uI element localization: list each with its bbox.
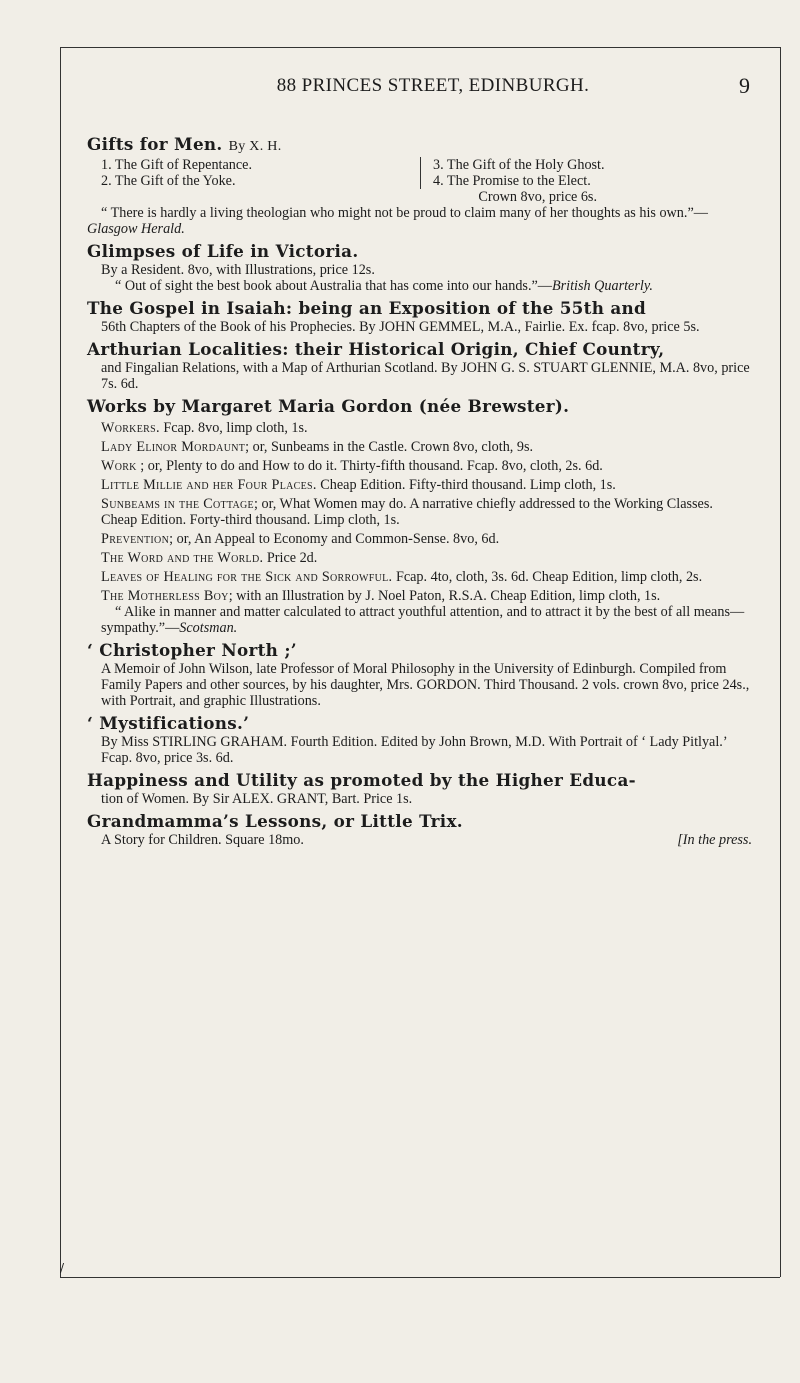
review-quote: “ Out of sight the best book about Australia that has come into our hands.”—British Quarterly. <box>115 278 653 294</box>
page-number: 9 <box>739 73 750 98</box>
work-title: Prevention <box>101 531 170 547</box>
gift-list-right <box>420 157 752 189</box>
work-item <box>87 569 752 585</box>
entry-heading: Grandmamma’s Lessons, or Little Trix. <box>87 811 463 831</box>
catalogue-content <box>87 130 752 848</box>
list-item: 3. The Gift of the Holy Ghost. <box>433 157 605 173</box>
entry-title: Gifts for Men. <box>87 134 223 154</box>
work-description: Fcap. 4to, cloth, 3s. 6d. Cheap Edition, limp cloth, 2s. <box>395 569 703 585</box>
work-title: The Motherless Boy <box>101 588 229 604</box>
entry-heading: Works by Margaret Maria Gordon (née Brewster). <box>87 396 570 416</box>
gift-list-left <box>101 157 420 189</box>
work-item <box>87 420 752 436</box>
margin-mark: / <box>60 1261 65 1275</box>
press-note: [In the press. <box>677 832 752 848</box>
running-title: 88 PRINCES STREET, EDINBURGH. <box>276 75 590 96</box>
work-item <box>87 496 752 528</box>
entry-heading: ‘ Mystifications.’ <box>87 713 250 733</box>
work-title: Leaves of Healing for the Sick and Sorrowful. <box>101 569 393 585</box>
work-description: ; or, An Appeal to Economy and Common-Sense. 8vo, 6d. <box>169 531 500 547</box>
work-item <box>87 588 752 604</box>
work-title: Sunbeams in the Cottage <box>101 496 254 512</box>
work-item <box>87 477 752 493</box>
quote-source: Scotsman. <box>179 620 238 636</box>
review-quote: “ There is hardly a living theologian who might not be proud to claim many of her thoughts as his own.”—Glasgow Herald. <box>87 205 708 237</box>
entry-heading: Glimpses of Life in Victoria. <box>87 241 359 261</box>
work-title: Workers. <box>101 420 160 436</box>
entry-description: By a Resident. 8vo, with Illustrations, price 12s. <box>101 262 375 278</box>
work-description: ; or, Plenty to do and How to do it. Thirty-fifth thousand. Fcap. 8vo, cloth, 2s. 6d. <box>140 458 603 474</box>
list-item: 1. The Gift of Repentance. <box>101 157 253 173</box>
work-title: Work <box>101 458 137 474</box>
border-right-rule <box>780 47 781 1277</box>
work-item <box>87 550 752 566</box>
entry-description-row <box>87 832 752 848</box>
work-description: Cheap Edition. Fifty-third thousand. Limp cloth, 1s. <box>320 477 616 493</box>
entry-author: By X. H. <box>228 139 282 154</box>
entry-heading: Happiness and Utility as promoted by the Higher Educa- <box>87 770 636 790</box>
work-item <box>87 439 752 455</box>
list-item: 2. The Gift of the Yoke. <box>101 173 236 189</box>
quote-source: Glasgow Herald. <box>87 221 185 237</box>
entry-heading: ‘ Christopher North ;’ <box>87 640 297 660</box>
work-description: ; or, Sunbeams in the Castle. Crown 8vo, cloth, 9s. <box>245 439 534 455</box>
work-title: Lady Elinor Mordaunt <box>101 439 246 455</box>
work-description: Price 2d. <box>266 550 318 566</box>
entry-heading <box>87 134 752 157</box>
work-item <box>87 458 752 474</box>
work-title: Little Millie and her Four Places. <box>101 477 317 493</box>
work-description: Fcap. 8vo, limp cloth, 1s. <box>163 420 308 436</box>
running-head <box>88 75 778 105</box>
entry-heading: The Gospel in Isaiah: being an Exposition of the 55th and <box>87 298 647 318</box>
work-description: ; with an Illustration by J. Noel Paton, R.S.A. Cheap Edition, limp cloth, 1s. <box>228 588 661 604</box>
entry-description: By Miss STIRLING GRAHAM. Fourth Edition. Edited by John Brown, M.D. With Portrait of ‘ Lady Pitlyal.’ Fcap. 8vo, price 3s. 6d. <box>101 734 727 766</box>
entry-description: A Story for Children. Square 18mo. <box>101 832 304 848</box>
work-item <box>87 531 752 547</box>
work-title: The Word and the World. <box>101 550 264 566</box>
entry-description: and Fingalian Relations, with a Map of Arthurian Scotland. By JOHN G. S. STUART GLENNIE, M.A. 8vo, price 7s. 6d. <box>101 360 750 392</box>
work-description: ; or, What Women may do. A narrative chiefly addressed to the Working Classes. Cheap Edition. Forty-third thousand. Limp cloth, 1s. <box>101 496 713 528</box>
quote-source: British Quarterly. <box>551 278 653 294</box>
entry-description: tion of Women. By Sir ALEX. GRANT, Bart. Price 1s. <box>101 791 413 807</box>
list-item: 4. The Promise to the Elect. <box>433 173 591 189</box>
entry-description: A Memoir of John Wilson, late Professor of Moral Philosophy in the University of Edinburgh. Compiled from Family Papers and other sources, by his daughter, Mrs. GORDON. Third Thousand. 2 vols. crown 8vo, price 24s., with Portrait, and graphic Illustrations. <box>101 661 750 709</box>
border-left-rule <box>60 47 61 1277</box>
entry-description: 56th Chapters of the Book of his Prophecies. By JOHN GEMMEL, M.A., Fairlie. Ex. fcap. 8vo, price 5s. <box>101 319 700 335</box>
border-bottom-rule <box>60 1277 780 1278</box>
border-top-rule <box>60 47 780 48</box>
gift-list <box>87 157 752 189</box>
review-quote: “ Alike in manner and matter calculated to attract youthful attention, and to attract it by the best of all means—sympathy.”—Scotsman. <box>101 604 745 636</box>
entry-heading: Arthurian Localities: their Historical Origin, Chief Country, <box>87 339 665 359</box>
entry-price: Crown 8vo, price 6s. <box>478 189 597 205</box>
